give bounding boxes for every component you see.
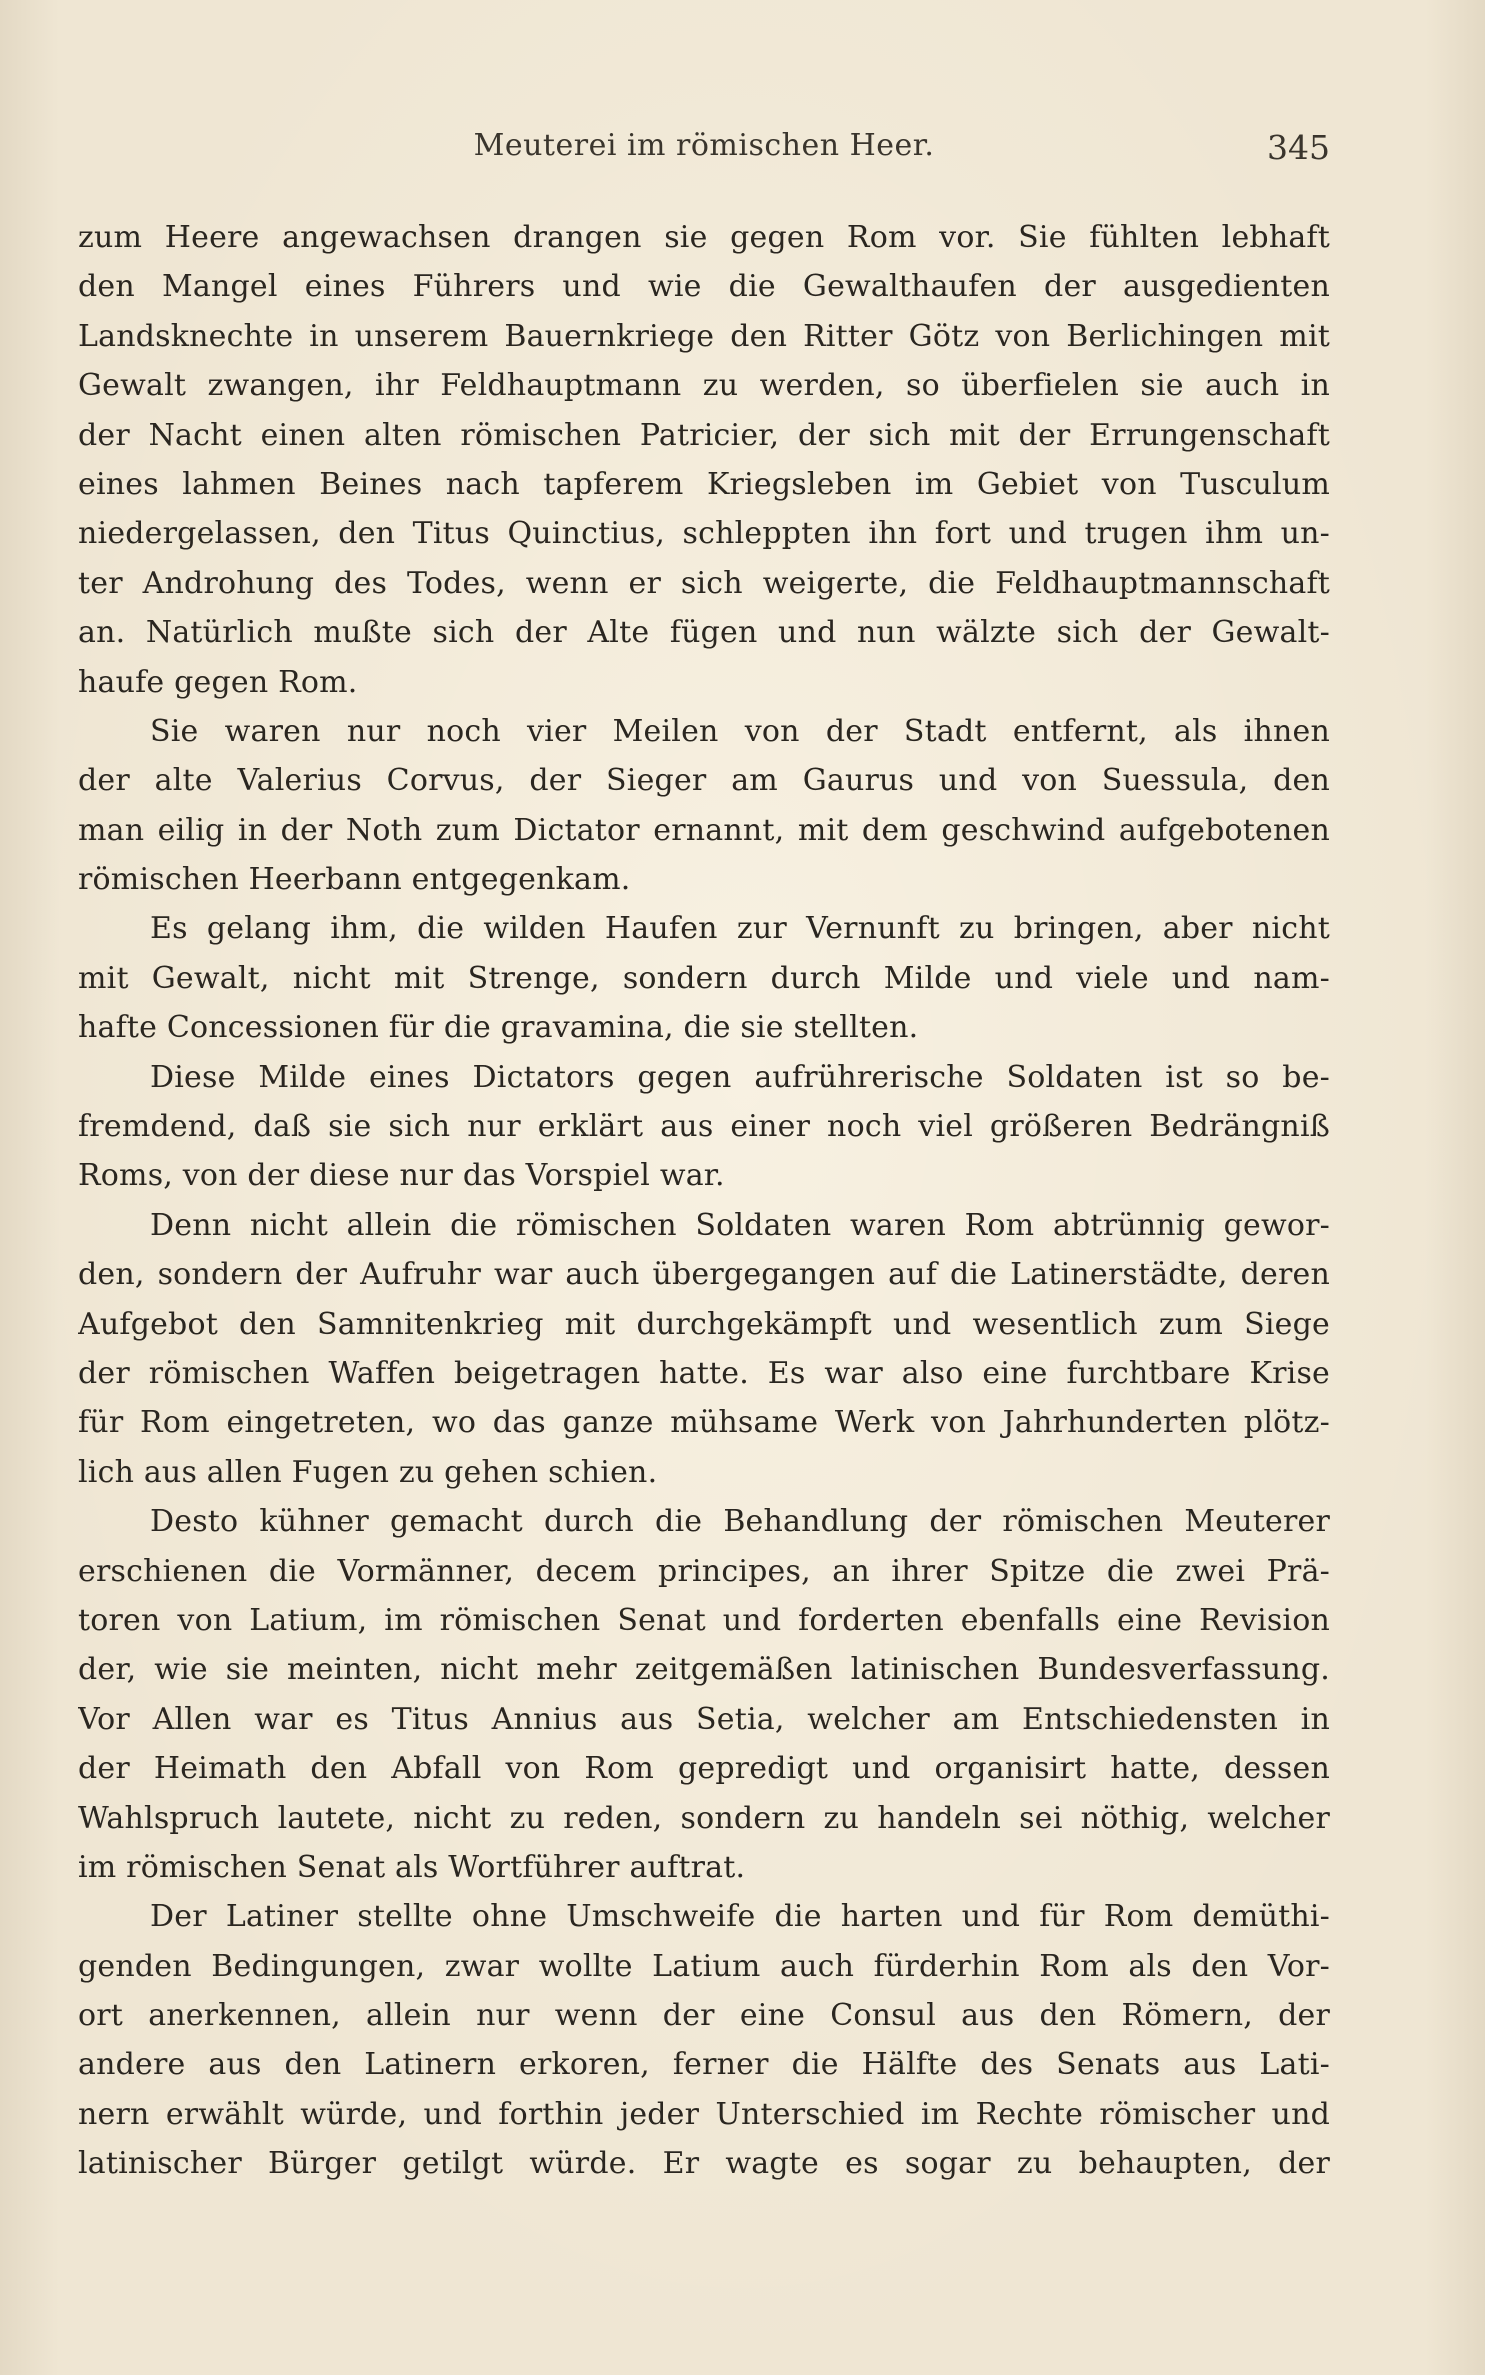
text-line: Roms, von der diese nur das Vorspiel war. [78,1158,725,1194]
text-line: Landsknechte in unserem Bauernkriege den Ritter Götz von Berlichingen mit [78,318,1330,354]
text-line: andere aus den Latinern erkoren, ferner die Hälfte des Senats aus Lati- [78,2047,1330,2083]
chapter-title: Meuterei im römischen Heer. [473,128,935,163]
text-line: genden Bedingungen, zwar wollte Latium auch fürderhin Rom als den Vor- [78,1948,1330,1984]
text-line: römischen Heerbann entgegenkam. [78,862,631,898]
text-line: mit Gewalt, nicht mit Strenge, sondern durch Milde und viele und nam- [78,960,1330,996]
text-line: nern erwählt würde, und forthin jeder Unterschied im Rechte römischer und [78,2096,1330,2132]
text-line: der römischen Waffen beigetragen hatte. Es war also eine furchtbare Krise [78,1355,1330,1391]
text-line: lich aus allen Fugen zu gehen schien. [78,1454,658,1490]
text-line: zum Heere angewachsen drangen sie gegen Rom vor. Sie fühlten lebhaft [78,220,1330,255]
text-line: ter Androhung des Todes, wenn er sich weigerte, die Feldhauptmannschaft [78,565,1330,601]
text-line: man eilig in der Noth zum Dictator ernannt, mit dem geschwind aufgebotenen [78,812,1330,848]
body-text [78,213,1330,2189]
text-line: der Heimath den Abfall von Rom gepredigt und organisirt hatte, dessen [78,1751,1330,1787]
text-line: der alte Valerius Corvus, der Sieger am Gaurus und von Suessula, den [78,763,1330,799]
text-line: hafte Concessionen für die gravamina, die sie stellten. [78,1010,919,1046]
text-line: haufe gegen Rom. [78,664,358,700]
text-line: Gewalt zwangen, ihr Feldhauptmann zu werden, so überfielen sie auch in [78,368,1330,404]
text-line: Aufgebot den Samnitenkrieg mit durchgekämpft und wesentlich zum Siege [78,1306,1330,1342]
text-line: niedergelassen, den Titus Quinctius, schleppten ihn fort und trugen ihm un- [78,516,1330,552]
text-line: Es gelang ihm, die wilden Haufen zur Vernunft zu bringen, aber nicht [150,911,1330,947]
text-line: eines lahmen Beines nach tapferem Kriegsleben im Gebiet von Tusculum [78,466,1330,502]
text-line: der Nacht einen alten römischen Patricier, der sich mit der Errungenschaft [78,417,1330,453]
running-header [78,128,1330,176]
text-line: Sie waren nur noch vier Meilen von der Stadt entfernt, als ihnen [150,713,1330,749]
page-number: 345 [1267,128,1330,167]
text-line: toren von Latium, im römischen Senat und forderten ebenfalls eine Revision [78,1602,1330,1638]
text-line: den, sondern der Aufruhr war auch übergegangen auf die Latinerstädte, deren [78,1257,1330,1293]
text-line: latinischer Bürger getilgt würde. Er wagte es sogar zu behaupten, der [78,2146,1330,2182]
text-line: Wahlspruch lautete, nicht zu reden, sondern zu handeln sei nöthig, welcher [78,1800,1330,1836]
text-line: ort anerkennen, allein nur wenn der eine Consul aus den Römern, der [78,1998,1330,2034]
text-line: Der Latiner stellte ohne Umschweife die harten und für Rom demüthi- [150,1899,1330,1935]
text-line: im römischen Senat als Wortführer auftrat. [78,1849,746,1885]
text-line: Denn nicht allein die römischen Soldaten waren Rom abtrünnig gewor- [150,1207,1330,1243]
text-line: den Mangel eines Führers und wie die Gewalthaufen der ausgedienten [78,269,1330,305]
text-line: für Rom eingetreten, wo das ganze mühsame Werk von Jahrhunderten plötz- [78,1405,1330,1441]
text-line: Diese Milde eines Dictators gegen aufrührerische Soldaten ist so be- [150,1059,1330,1095]
text-line: an. Natürlich mußte sich der Alte fügen und nun wälzte sich der Gewalt- [78,615,1330,651]
text-line: der, wie sie meinten, nicht mehr zeitgemäßen latinischen Bundesverfassung. [78,1652,1330,1688]
text-line: Vor Allen war es Titus Annius aus Setia, welcher am Entschiedensten in [78,1701,1330,1737]
text-line: Desto kühner gemacht durch die Behandlung der römischen Meuterer [150,1504,1330,1540]
text-line: fremdend, daß sie sich nur erklärt aus einer noch viel größeren Bedrängniß [78,1109,1330,1145]
text-line: erschienen die Vormänner, decem principes, an ihrer Spitze die zwei Prä- [78,1553,1330,1589]
